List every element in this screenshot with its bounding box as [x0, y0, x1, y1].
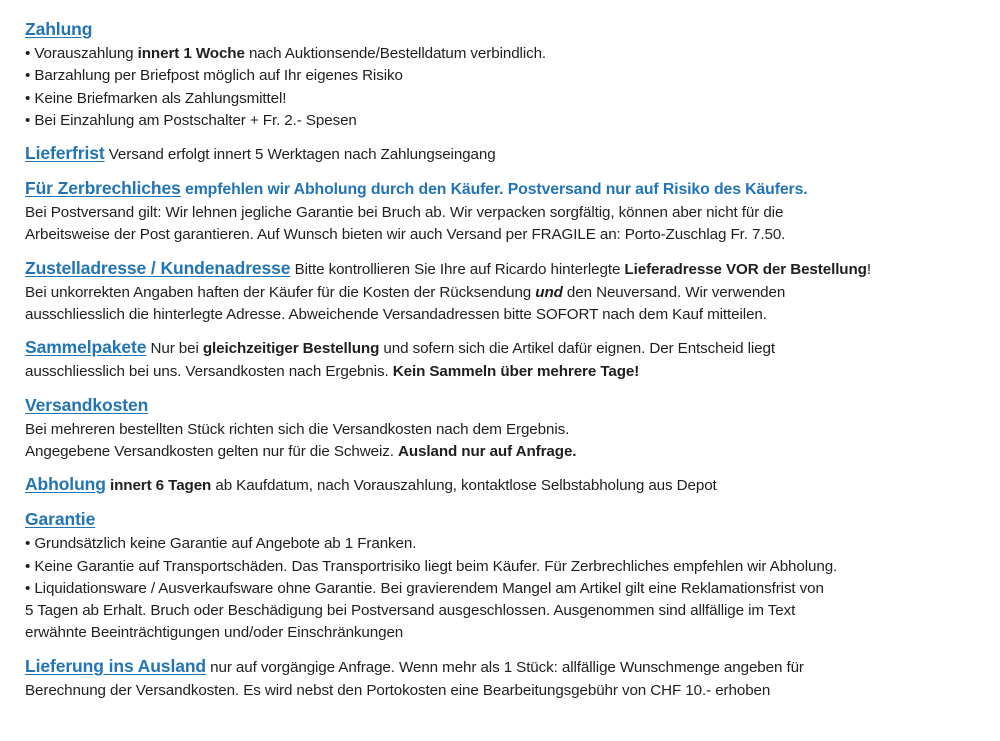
text-line [25, 507, 1000, 533]
section-sammelpakete [25, 335, 1000, 383]
text-line [25, 680, 1000, 702]
section-heading-abholung: Abholung [25, 474, 106, 495]
text-run: Bei unkorrekten Angaben haften der Käufer für die Kosten der Rücksendung [25, 283, 536, 301]
text-run: • Liquidationsware / Ausverkaufsware ohne Garantie. Bei gravierendem Mangel am Artikel gilt eine Reklamationsfrist von [25, 579, 824, 597]
text-run: Versand erfolgt innert 5 Werktagen nach Zahlungseingang [104, 146, 496, 164]
text-run: Bei Postversand gilt: Wir lehnen jegliche Garantie bei Bruch ab. Wir verpacken sorgfältig, können aber nicht für die [25, 204, 784, 222]
text-run: und sofern sich die Artikel dafür eignen. Der Entscheid liegt [379, 340, 775, 358]
text-run: den Neuversand. Wir verwenden [562, 283, 786, 301]
text-run: empfehlen wir Abholung durch den Käufer. Postversand nur auf Risiko des Käufers. [180, 181, 808, 199]
text-run: Kein Sammeln über mehrere Tage! [392, 363, 640, 381]
text-line [25, 361, 1000, 383]
text-run: • Barzahlung per Briefpost möglich auf Ihr eigenes Risiko [25, 67, 403, 85]
section-heading-fuer-zerbrechliches: Für Zerbrechliches [25, 178, 181, 199]
text-run: Angegebene Versandkosten gelten nur für die Schweiz. [25, 442, 398, 460]
text-line [25, 419, 1000, 441]
text-line [25, 654, 1000, 680]
text-run: Ausland nur auf Anfrage. [397, 442, 577, 460]
section-abholung [25, 472, 1000, 498]
text-line [25, 176, 1000, 202]
text-run: nach Auktionsende/Bestelldatum verbindlich. [244, 45, 547, 62]
text-run: ! [866, 260, 871, 278]
text-run: Berechnung der Versandkosten. Es wird nebst den Portokosten eine Bearbeitungsgebühr von CHF 10.- erhoben [25, 681, 771, 699]
text-line [25, 304, 1000, 326]
text-run: Arbeitsweise der Post garantieren. Auf Wunsch bieten wir auch Versand per FRAGILE an: Porto-Zuschlag Fr. 7.50. [25, 226, 786, 244]
text-line [25, 17, 1000, 43]
section-zustelladresse-kundenadresse [25, 256, 1000, 327]
text-line [25, 256, 1000, 282]
text-run: Nur bei [146, 340, 203, 358]
text-line [25, 600, 1000, 622]
text-run: • Keine Briefmarken als Zahlungsmittel! [25, 89, 287, 107]
text-run: und [535, 283, 563, 301]
section-garantie [25, 507, 1000, 644]
section-lieferfrist [25, 141, 1000, 167]
text-run: ausschliesslich die hinterlegte Adresse. Abweichende Versandadressen bitte SOFORT nach dem Kauf mitteilen. [25, 306, 767, 324]
text-line [25, 533, 1000, 555]
text-run: innert 1 Woche [137, 45, 245, 62]
text-run: 5 Tagen ab Erhalt. Bruch oder Beschädigung bei Postversand ausgeschlossen. Ausgenommen sind allfällige im Text [25, 602, 796, 620]
section-versandkosten [25, 393, 1000, 464]
text-run: ausschliesslich bei uns. Versandkosten nach Ergebnis. [25, 363, 393, 381]
text-run: ab Kaufdatum, nach Vorauszahlung, kontaktlose Selbstabholung aus Depot [211, 477, 717, 495]
text-line [25, 441, 1000, 463]
section-heading-lieferung-ins-ausland: Lieferung ins Ausland [25, 655, 207, 676]
text-run: innert 6 Tagen [109, 477, 212, 495]
text-line [25, 88, 1000, 110]
text-run: Bei mehreren bestellten Stück richten sich die Versandkosten nach dem Ergebnis. [25, 420, 570, 438]
text-run: erwähnte Beeinträchtigungen und/oder Einschränkungen [25, 624, 404, 642]
section-heading-lieferfrist: Lieferfrist [25, 143, 105, 164]
terms-document [25, 17, 1000, 702]
text-line [25, 282, 1000, 304]
text-line [25, 110, 1000, 132]
text-run: gleichzeitiger Bestellung [202, 340, 380, 358]
text-line [25, 622, 1000, 644]
text-line [25, 335, 1000, 361]
section-heading-zustelladresse-kundenadresse: Zustelladresse / Kundenadresse [25, 257, 291, 278]
text-run: • Keine Garantie auf Transportschäden. Das Transportrisiko liegt beim Käufer. Für Zerbrechliches empfehlen wir Abholung. [25, 557, 838, 575]
section-heading-zahlung: Zahlung [25, 19, 93, 39]
section-heading-sammelpakete: Sammelpakete [25, 337, 147, 358]
text-run: • Grundsätzlich keine Garantie auf Angebote ab 1 Franken. [25, 535, 417, 553]
text-line [25, 202, 1000, 224]
section-fuer-zerbrechliches [25, 176, 1000, 247]
text-line [25, 65, 1000, 87]
section-zahlung [25, 17, 1000, 132]
text-run: nur auf vorgängige Anfrage. Wenn mehr als 1 Stück: allfällige Wunschmenge angeben für [206, 658, 804, 676]
text-run: Bitte kontrollieren Sie Ihre auf Ricardo hinterlegte [290, 260, 625, 278]
section-heading-garantie: Garantie [25, 509, 96, 530]
text-run: • Bei Einzahlung am Postschalter + Fr. 2.- Spesen [25, 111, 357, 129]
text-line [25, 472, 1000, 498]
section-lieferung-ins-ausland [25, 654, 1000, 702]
text-line [25, 224, 1000, 246]
text-line [25, 578, 1000, 600]
text-line [25, 141, 1000, 167]
text-line [25, 393, 1000, 419]
section-heading-versandkosten: Versandkosten [25, 394, 149, 415]
text-line [25, 43, 1000, 65]
text-line [25, 556, 1000, 578]
text-run: • Vorauszahlung [25, 45, 138, 62]
text-run: Lieferadresse VOR der Bestellung [624, 260, 867, 278]
